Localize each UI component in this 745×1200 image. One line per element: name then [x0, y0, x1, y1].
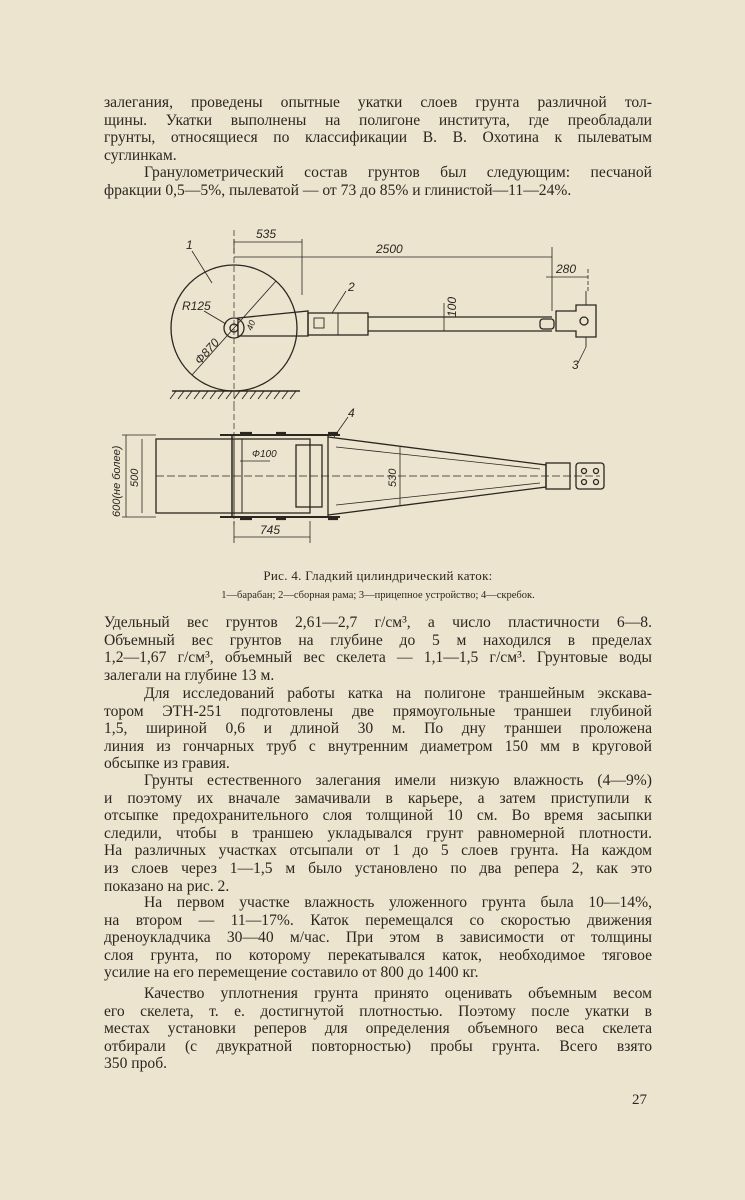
dim-r125: R125 [182, 299, 211, 313]
text-line: 350 проб. [104, 1055, 168, 1073]
text-line: на втором — 11—17%. Каток перемещался со скоростью движения [104, 911, 652, 929]
text-line: отсыпке предохранительного слоя толщиной 10 см. Во время засыпки [104, 807, 652, 825]
text-line: следили, чтобы в траншею укладывался грунт равномерной плотности. [104, 824, 652, 842]
roller-drawing [100, 225, 660, 570]
text-line: слоя грунта, по которому перекатывался каток, необходимое тяговое [104, 946, 652, 964]
text-line: показано на рис. 2. [104, 877, 230, 895]
text-line: фракции 0,5—5%, пылеватой — от 73 до 85% и глинистой—11—24%. [104, 181, 572, 199]
text-line: тором ЭТН-251 подготовлены две прямоугольные траншеи глубиной [104, 702, 652, 720]
paragraph-4 [104, 685, 652, 773]
paragraph-3 [104, 614, 652, 684]
page-number: 27 [632, 1092, 647, 1108]
text-line: и поэтому их вначале замачивали в карьере, а затем приступили к [104, 789, 652, 807]
text-line: Гранулометрический состав грунтов был следующим: песчаной [144, 164, 652, 181]
text-line: грунты, относящиеся по классификации В. В. Охотина к пылеватым [104, 129, 652, 147]
text-line: обсыпке из гравия. [104, 755, 230, 773]
dim-d870: Ф870 [191, 335, 223, 368]
text-line: из слоев через 1—1,5 м было установлено по два репера 2, как это [104, 859, 652, 877]
text-line: Грунты естественного залегания имели низкую влажность (4—9%) [144, 772, 652, 789]
text-line: щины. Укатки выполнены на полигоне института, где преобладали [104, 111, 652, 129]
dim-2500: 2500 [376, 242, 403, 256]
text-line: Объемный вес грунтов на глубине до 5 м находился в пределах [104, 631, 652, 649]
text-line: усилие на его перемещение составило от 800 до 1400 кг. [104, 964, 479, 982]
paragraph-2 [104, 164, 652, 199]
dim-100-vertical: 100 [445, 296, 459, 317]
text-line: местах установки реперов для определения объемного веса скелета [104, 1020, 652, 1038]
text-line: линия из гончарных труб с внутренним диаметром 150 мм в круговой [104, 737, 652, 755]
figure-caption-title: Рис. 4. Гладкий цилиндрический каток: [263, 568, 493, 583]
paragraph-7 [104, 985, 652, 1073]
paragraph-5 [104, 772, 652, 895]
text-line: его скелета, т. е. достигнутой плотностью. Поэтому после укатки в [104, 1002, 652, 1020]
text-line: дреноукладчика 30—40 м/час. При этом в зависимости от толщины [104, 929, 652, 947]
text-line: На различных участках отсыпали от 1 до 5 слоев грунта. На каждом [104, 842, 652, 860]
paragraph-1 [104, 94, 652, 164]
paragraph-6 [104, 894, 652, 982]
text-line: Для исследований работы катка на полигоне траншейным экскава- [144, 685, 652, 702]
text-line: На первом участке влажность уложенного грунта была 10—14%, [144, 894, 652, 911]
dim-280: 280 [556, 262, 577, 276]
dim-530: 530 [387, 468, 399, 487]
text-line: отбирали (с двукратной повторностью) пробы грунта. Всего взято [104, 1037, 652, 1055]
dim-d100-plan: Ф100 [252, 449, 277, 460]
dim-40: 40 [244, 318, 258, 332]
text-line: 1,2—1,67 г/см³, объемный вес скелета — 1,1—1,5 г/см³. Грунтовые воды [104, 649, 652, 667]
text-line: Удельный вес грунтов 2,61—2,7 г/см³, а число пластичности 6—8. [104, 614, 652, 631]
figure-caption-legend: 1—барабан; 2—сборная рама; 3—прицепное устройство; 4—скребок. [221, 590, 535, 601]
dim-745: 745 [260, 523, 281, 537]
text-line: 1,5, шириной 0,6 и длиной 30 м. По дну траншеи проложена [104, 720, 652, 738]
callout-3: 3 [572, 358, 579, 372]
callout-1: 1 [186, 238, 193, 252]
dim-535: 535 [256, 227, 277, 241]
dim-500: 500 [129, 468, 141, 487]
hitch [556, 305, 596, 337]
dim-600: 600(не более) [111, 445, 123, 517]
text-line: залегали на глубине 13 м. [104, 666, 275, 684]
text-line: залегания, проведены опытные укатки слоев грунта различной тол- [104, 94, 652, 111]
callout-4: 4 [348, 406, 355, 420]
callout-2: 2 [348, 280, 355, 294]
text-line: суглинкам. [104, 146, 177, 164]
text-line: Качество уплотнения грунта принято оценивать объемным весом [144, 985, 652, 1002]
